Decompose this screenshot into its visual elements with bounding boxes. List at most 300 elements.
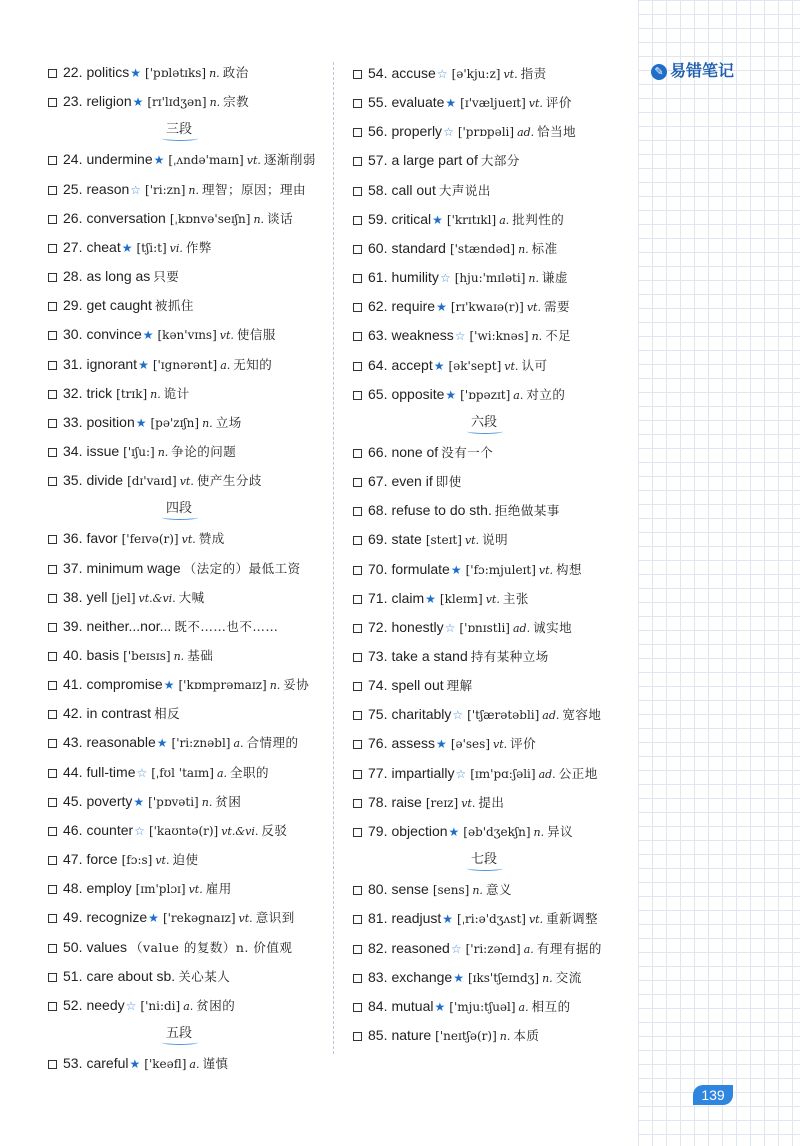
item-number: 55. <box>368 94 388 111</box>
checkbox[interactable] <box>48 565 57 574</box>
star-icon: ★ <box>434 999 446 1014</box>
checkbox[interactable] <box>353 1032 362 1041</box>
vocab-word: standard <box>391 239 446 256</box>
checkbox[interactable] <box>48 681 57 690</box>
item-number: 25. <box>63 180 83 197</box>
star-icon: ★ <box>436 300 447 315</box>
vocab-word: position <box>86 413 135 430</box>
item-number: 27. <box>63 238 83 255</box>
item-number: 38. <box>63 588 83 605</box>
vocab-word: opposite <box>391 385 445 402</box>
checkbox[interactable] <box>48 856 57 865</box>
chinese-meaning: 说明 <box>482 532 509 548</box>
checkbox[interactable] <box>48 477 57 486</box>
checkbox[interactable] <box>48 1060 57 1069</box>
chinese-meaning: 重新调整 <box>546 911 599 927</box>
vocab-item <box>353 239 558 257</box>
part-of-speech: n. <box>201 795 213 809</box>
item-number: 23. <box>63 93 83 110</box>
star-icon: ★ <box>453 970 464 985</box>
vocab-item <box>48 325 276 343</box>
pronunciation: [tʃi:t] <box>136 240 167 255</box>
checkbox[interactable] <box>48 244 57 253</box>
vocab-word: accept <box>391 356 433 373</box>
checkbox[interactable] <box>353 566 362 575</box>
chinese-meaning: 既不……也不…… <box>174 618 279 634</box>
vocab-word: convince <box>86 326 142 343</box>
vocab-word: properly <box>391 123 443 140</box>
chinese-meaning: 作弊 <box>185 239 212 255</box>
item-number: 35. <box>63 472 83 489</box>
checkbox[interactable] <box>48 944 57 953</box>
item-number: 70. <box>368 560 388 577</box>
vocab-word: formulate <box>391 560 450 577</box>
checkbox[interactable] <box>353 99 362 108</box>
column-divider <box>333 62 334 1054</box>
vocab-word: refuse to do sth. <box>391 502 492 519</box>
hollow-star-icon: ☆ <box>136 765 148 780</box>
vocab-item <box>353 880 512 898</box>
star-icon: ★ <box>130 66 142 80</box>
pronunciation: ['ɪgnərənt] <box>152 357 218 372</box>
checkbox[interactable] <box>353 682 362 691</box>
checkbox[interactable] <box>353 945 362 954</box>
part-of-speech: a. <box>518 1000 529 1014</box>
vocab-item <box>48 908 295 926</box>
vocab-word: care about sb. <box>86 967 176 984</box>
checkbox[interactable] <box>48 710 57 719</box>
checkbox[interactable] <box>48 419 57 428</box>
item-number: 63. <box>368 327 388 344</box>
checkbox[interactable] <box>353 711 362 720</box>
item-number: 75. <box>368 706 388 723</box>
checkbox[interactable] <box>353 449 362 458</box>
part-of-speech: n. <box>253 212 265 226</box>
star-icon: ★ <box>445 387 457 402</box>
checkbox[interactable] <box>48 98 57 107</box>
pronunciation: ['kaʊntə(r)] <box>148 823 219 838</box>
item-number: 82. <box>368 939 388 956</box>
hollow-star-icon: ☆ <box>444 620 456 635</box>
chinese-meaning: 大声说出 <box>438 182 491 198</box>
checkbox[interactable] <box>48 652 57 661</box>
part-of-speech: vt. <box>188 883 203 897</box>
pronunciation: ['stændəd] <box>449 241 516 256</box>
vocab-word: raise <box>391 793 422 810</box>
item-number: 73. <box>368 648 388 664</box>
vocab-item <box>353 210 564 228</box>
pronunciation: ['feɪvə(r)] <box>121 532 179 547</box>
vocab-word: minimum wage <box>86 559 181 576</box>
pronunciation: [ə'kju:z] <box>451 67 501 81</box>
checkbox[interactable] <box>353 303 362 312</box>
checkbox[interactable] <box>353 828 362 837</box>
checkbox[interactable] <box>353 595 362 604</box>
section-underline <box>162 136 198 141</box>
vocab-item <box>353 939 602 957</box>
chinese-meaning: 赞成 <box>198 531 225 547</box>
checkbox[interactable] <box>48 535 57 544</box>
item-number: 36. <box>63 530 83 547</box>
pronunciation: ['wi:knəs] <box>469 329 529 344</box>
checkbox[interactable] <box>353 799 362 808</box>
item-number: 43. <box>63 734 83 751</box>
vocab-item <box>353 676 473 694</box>
chinese-meaning: 基础 <box>187 648 214 663</box>
pronunciation: ['keəfl] <box>144 1057 187 1072</box>
chinese-meaning: 本质 <box>513 1027 540 1043</box>
vocab-item <box>353 64 547 82</box>
vocab-item <box>353 560 582 578</box>
checkbox[interactable] <box>48 769 57 778</box>
vocab-item <box>48 413 242 431</box>
vocab-item <box>353 589 529 607</box>
chinese-meaning: 意识到 <box>255 910 295 926</box>
checkbox[interactable] <box>48 448 57 457</box>
chinese-meaning: （法定的）最低工资 <box>183 560 301 576</box>
pronunciation: ['tʃærətəbli] <box>467 708 540 723</box>
hollow-star-icon: ☆ <box>439 271 451 286</box>
checkbox[interactable] <box>353 478 362 487</box>
part-of-speech: n. <box>150 387 161 401</box>
vocab-item <box>353 268 568 286</box>
pronunciation: ['fɔ:mjuleɪt] <box>465 562 536 577</box>
part-of-speech: n. <box>528 272 539 286</box>
vocab-item <box>353 968 582 986</box>
vocab-word: none of <box>391 443 439 460</box>
chinese-meaning: 迫使 <box>172 852 199 868</box>
chinese-meaning: 被抓住 <box>154 298 194 314</box>
section-underline <box>162 1040 198 1045</box>
checkbox[interactable] <box>353 624 362 633</box>
vocab-word: issue <box>86 442 120 459</box>
star-icon: ★ <box>156 736 168 751</box>
item-number: 22. <box>63 64 83 80</box>
item-number: 30. <box>63 326 83 343</box>
pronunciation: ['beɪsɪs] <box>123 649 171 663</box>
part-of-speech: n. <box>531 330 543 344</box>
badge-text: 易错笔记 <box>670 61 735 80</box>
part-of-speech: vt. <box>485 592 500 606</box>
star-icon: ★ <box>442 912 454 927</box>
pronunciation: [ˌʌndə'maɪn] <box>168 153 244 168</box>
part-of-speech: n. <box>209 96 221 110</box>
star-icon: ★ <box>129 1057 141 1072</box>
chinese-meaning: 政治 <box>222 65 249 80</box>
section-label: 五段 <box>166 1025 193 1041</box>
checkbox[interactable] <box>48 739 57 748</box>
pronunciation: [rɪ'kwaɪə(r)] <box>450 300 524 315</box>
checkbox[interactable] <box>48 914 57 923</box>
pronunciation: ['prɒpəli] <box>457 125 515 140</box>
vocab-item <box>48 938 292 956</box>
vocab-word: reasonable <box>86 734 156 751</box>
vocab-item <box>353 618 572 636</box>
part-of-speech: vt. <box>504 359 519 373</box>
pronunciation: ['rekəgnaɪz] <box>162 911 236 926</box>
page-number: 139 <box>693 1085 733 1105</box>
vocab-word: weakness <box>391 327 454 344</box>
vocab-word: state <box>391 531 422 548</box>
checkbox[interactable] <box>353 974 362 983</box>
checkbox[interactable] <box>48 390 57 399</box>
pronunciation: [rɪ'lɪdʒən] <box>147 95 207 110</box>
checkbox[interactable] <box>353 886 362 895</box>
pronunciation: [ˌfʊl 'taɪm] <box>151 765 214 780</box>
pronunciation: [jel] <box>111 590 136 605</box>
hollow-star-icon: ☆ <box>134 823 145 838</box>
star-icon: ★ <box>135 415 147 430</box>
item-number: 56. <box>368 123 388 140</box>
item-number: 61. <box>368 269 388 286</box>
vocab-word: undermine <box>86 151 153 168</box>
vocab-item <box>353 793 504 811</box>
part-of-speech: a. <box>523 942 534 956</box>
item-number: 31. <box>63 355 83 372</box>
chinese-meaning: 理智；原因；理由 <box>201 181 306 197</box>
checkbox[interactable] <box>48 69 57 78</box>
part-of-speech: n. <box>499 1029 511 1043</box>
vocab-word: spell out <box>391 677 444 694</box>
chinese-meaning: 公正地 <box>558 765 598 781</box>
checkbox[interactable] <box>353 915 362 924</box>
checkbox[interactable] <box>353 245 362 254</box>
item-number: 65. <box>368 385 388 402</box>
part-of-speech: a. <box>499 213 510 227</box>
chinese-meaning: 持有某种立场 <box>470 649 549 664</box>
vocab-word: require <box>391 298 436 315</box>
chinese-meaning: 即使 <box>435 474 462 490</box>
item-number: 28. <box>63 268 83 285</box>
part-of-speech: vt. <box>179 475 194 489</box>
chinese-meaning: 无知的 <box>233 356 273 372</box>
vocab-item <box>353 443 493 461</box>
vocab-item <box>48 675 309 693</box>
item-number: 76. <box>368 735 388 752</box>
item-number: 68. <box>368 502 388 519</box>
item-number: 50. <box>63 938 83 955</box>
checkbox[interactable] <box>353 187 362 196</box>
chinese-meaning: 有理有据的 <box>536 940 602 956</box>
vocab-word: humility <box>391 269 439 286</box>
chinese-meaning: 贫困的 <box>196 997 236 1013</box>
vocab-item <box>48 180 306 198</box>
hollow-star-icon: ☆ <box>454 329 466 344</box>
part-of-speech: vt.&vi. <box>221 824 259 838</box>
checkbox[interactable] <box>353 740 362 749</box>
vocab-word: evaluate <box>391 94 445 111</box>
vocab-item <box>48 763 269 781</box>
pronunciation: [ɪm'pɑ:ʃəli] <box>470 766 536 781</box>
checkbox[interactable] <box>48 156 57 165</box>
part-of-speech: a. <box>220 358 231 372</box>
vocab-item <box>353 764 598 782</box>
part-of-speech: n. <box>157 445 169 459</box>
vocab-word: force <box>86 851 118 868</box>
checkbox[interactable] <box>353 274 362 283</box>
pronunciation: [sens] <box>432 883 470 898</box>
vocab-item <box>48 588 205 606</box>
vocab-item <box>48 733 299 751</box>
checkbox[interactable] <box>48 623 57 632</box>
item-number: 81. <box>368 910 388 927</box>
chinese-meaning: 妥协 <box>283 677 310 693</box>
chinese-meaning: 贫困 <box>215 793 242 809</box>
hollow-star-icon: ☆ <box>130 182 142 197</box>
section-heading <box>166 1025 192 1043</box>
pronunciation: ['ri:znəbl] <box>171 736 231 751</box>
part-of-speech: n. <box>209 67 220 80</box>
chinese-meaning: 标准 <box>531 240 558 256</box>
vocab-item <box>353 909 598 927</box>
checkbox[interactable] <box>48 594 57 603</box>
vocab-item <box>48 617 278 635</box>
checkbox[interactable] <box>353 216 362 225</box>
checkbox[interactable] <box>48 798 57 807</box>
pronunciation: [kleɪm] <box>439 591 483 606</box>
part-of-speech: n. <box>188 183 199 197</box>
checkbox[interactable] <box>353 70 362 79</box>
item-number: 85. <box>368 1026 388 1043</box>
checkbox[interactable] <box>48 215 57 224</box>
item-number: 45. <box>63 792 83 809</box>
pen-icon: ✎ <box>651 64 667 80</box>
checkbox[interactable] <box>48 827 57 836</box>
part-of-speech: vt.&vi. <box>138 591 176 605</box>
pronunciation: [ˌkɒnvə'seɪʃn] <box>169 211 251 226</box>
chinese-meaning: 指责 <box>520 66 547 81</box>
vocab-word: counter <box>86 821 134 838</box>
part-of-speech: n. <box>518 242 529 256</box>
section-label: 六段 <box>471 414 498 430</box>
vocab-item <box>48 967 230 985</box>
vocab-word: sense <box>391 881 429 898</box>
part-of-speech: ad. <box>512 621 531 635</box>
vocab-item <box>48 63 249 81</box>
vocab-word: conversation <box>86 209 166 226</box>
part-of-speech: vt. <box>503 68 518 81</box>
item-number: 24. <box>63 151 83 168</box>
checkbox[interactable] <box>353 128 362 137</box>
star-icon: ★ <box>153 153 165 168</box>
pronunciation: ['ɒpəzɪt] <box>460 387 511 402</box>
checkbox[interactable] <box>48 1002 57 1011</box>
vocab-word: impartially <box>391 764 455 781</box>
item-number: 72. <box>368 618 388 635</box>
vocab-item <box>353 181 491 199</box>
checkbox[interactable] <box>48 885 57 894</box>
chinese-meaning: 拒绝做某事 <box>494 503 560 519</box>
hollow-star-icon: ☆ <box>455 766 467 781</box>
part-of-speech: n. <box>472 884 483 898</box>
star-icon: ★ <box>132 95 144 110</box>
vocab-word: cheat <box>86 238 121 255</box>
vocab-item <box>353 705 601 723</box>
item-number: 41. <box>63 676 83 693</box>
star-icon: ★ <box>450 562 462 577</box>
section-label: 七段 <box>471 852 498 868</box>
checkbox[interactable] <box>48 361 57 370</box>
vocab-word: full-time <box>86 763 136 780</box>
hollow-star-icon: ☆ <box>443 125 454 140</box>
item-number: 44. <box>63 763 83 780</box>
item-number: 67. <box>368 473 388 490</box>
vocab-word: values <box>86 938 127 955</box>
item-number: 58. <box>368 181 388 198</box>
star-icon: ★ <box>448 824 460 839</box>
part-of-speech: vt. <box>246 154 261 168</box>
item-number: 77. <box>368 764 388 781</box>
star-icon: ★ <box>163 678 175 693</box>
part-of-speech: vt. <box>155 854 170 868</box>
item-number: 79. <box>368 822 388 839</box>
vocab-item <box>48 92 249 110</box>
hollow-star-icon: ☆ <box>452 708 464 723</box>
part-of-speech: vt. <box>461 796 476 810</box>
chinese-meaning: 意义 <box>485 882 512 898</box>
part-of-speech: ad. <box>517 126 535 140</box>
chinese-meaning: 反驳 <box>261 822 288 838</box>
chinese-meaning: 评价 <box>545 95 572 111</box>
vocab-word: reason <box>86 180 130 197</box>
chinese-meaning: 没有一个 <box>441 444 494 460</box>
pronunciation: ['mju:tʃuəl] <box>449 999 516 1014</box>
vocab-item <box>48 850 198 868</box>
checkbox[interactable] <box>48 273 57 282</box>
checkbox[interactable] <box>353 536 362 545</box>
part-of-speech: n. <box>173 650 185 663</box>
vocab-word: religion <box>86 93 132 110</box>
chinese-meaning: 关心某人 <box>178 968 231 984</box>
checkbox[interactable] <box>48 302 57 311</box>
item-number: 60. <box>368 239 388 256</box>
star-icon: ★ <box>432 212 443 227</box>
checkbox[interactable] <box>353 770 362 779</box>
part-of-speech: vt. <box>181 533 196 547</box>
vocab-item <box>48 209 293 227</box>
part-of-speech: vi. <box>169 241 183 255</box>
pronunciation: [fɔ:s] <box>121 853 153 868</box>
item-number: 71. <box>368 589 388 606</box>
item-number: 66. <box>368 443 388 460</box>
checkbox[interactable] <box>48 186 57 195</box>
vocab-item <box>353 647 549 665</box>
checkbox[interactable] <box>353 332 362 341</box>
chinese-meaning: 争论的问题 <box>171 443 237 459</box>
checkbox[interactable] <box>48 973 57 982</box>
checkbox[interactable] <box>353 157 362 166</box>
vocab-word: in contrast <box>86 705 152 722</box>
part-of-speech: a. <box>189 1058 200 1072</box>
checkbox[interactable] <box>353 391 362 400</box>
pronunciation: ['krɪtɪkl] <box>446 212 497 227</box>
item-number: 33. <box>63 413 83 430</box>
checkbox[interactable] <box>353 1003 362 1012</box>
item-number: 53. <box>63 1055 83 1072</box>
chinese-meaning: 谈话 <box>267 210 294 226</box>
vocab-word: basis <box>86 647 120 663</box>
item-number: 49. <box>63 909 83 926</box>
chinese-meaning: 需要 <box>543 299 570 315</box>
item-number: 39. <box>63 617 83 634</box>
checkbox[interactable] <box>353 653 362 662</box>
checkbox[interactable] <box>353 362 362 371</box>
checkbox[interactable] <box>353 507 362 516</box>
vocab-item <box>353 385 565 403</box>
pronunciation: ['ɪʃu:] <box>123 444 155 459</box>
chinese-meaning: 不足 <box>545 328 572 344</box>
checkbox[interactable] <box>48 331 57 340</box>
